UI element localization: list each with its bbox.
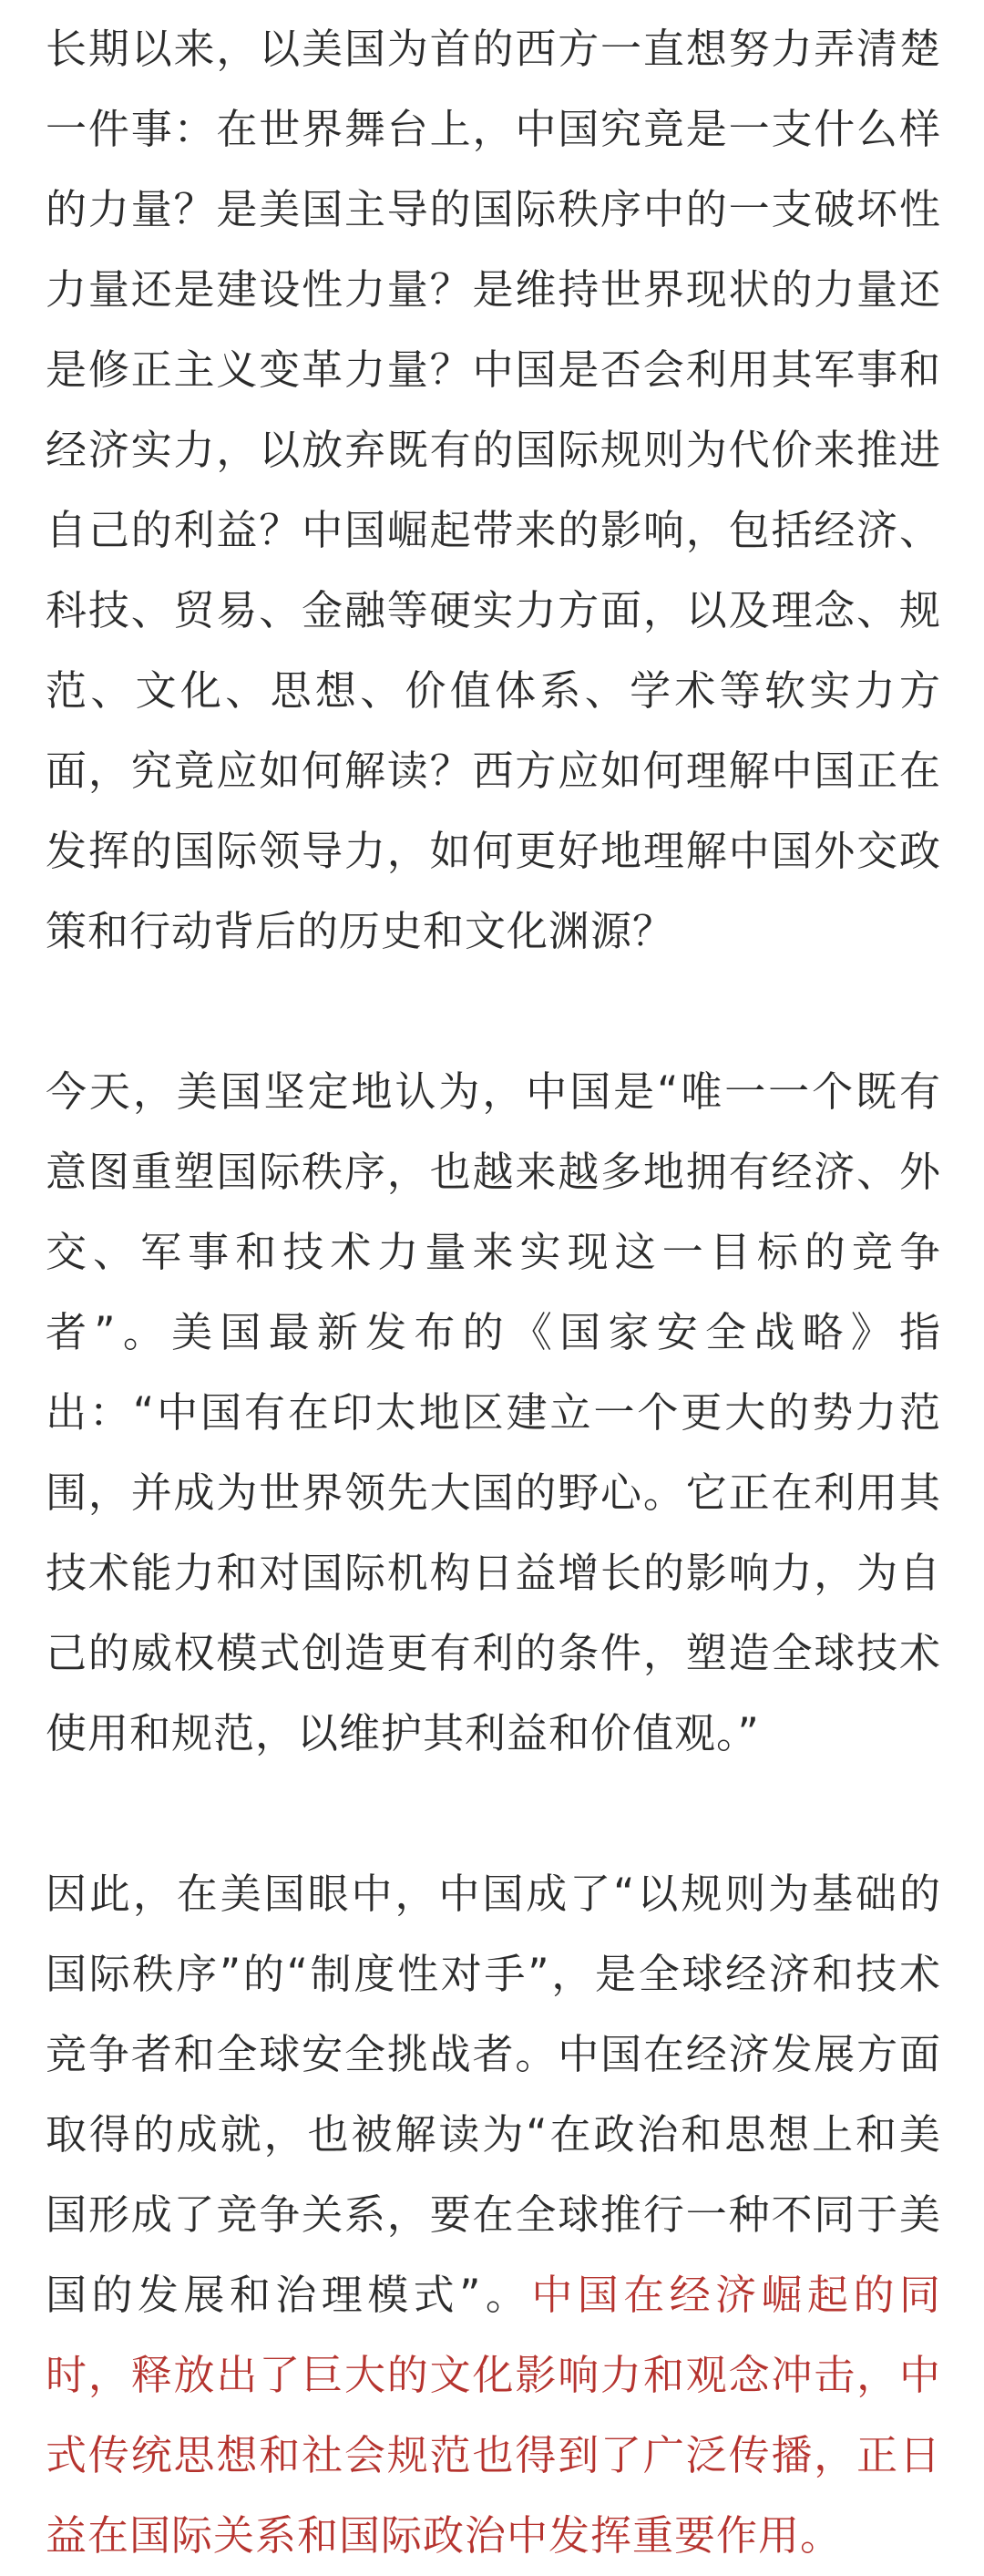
paragraph-2-text: 今天，美国坚定地认为，中国是“唯一一个既有意图重塑国际秩序，也越来越多地拥有经济、外交、军事和技术力量来实现这一目标的竞争者”。美国最新发布的《国家安全战略》指出：“中国有在印太地区建立一个更大的势力范围，并成为世界领先大国的野心。它正在利用其技术能力和对国际机构日益增长的影响力，为自己的威权模式创造更有利的条件，塑造全球技术使用和规范，以维护其利益和价值观。” bbox=[46, 1067, 941, 1757]
paragraph-1 bbox=[46, 9, 941, 972]
paragraph-3 bbox=[46, 1854, 941, 2576]
paragraph-3-text: 因此，在美国眼中，中国成了“以规则为基础的国际秩序”的“制度性对手”，是全球经济和技术竞争者和全球安全挑战者。中国在经济发展方面取得的成就，也被解读为“在政治和思想上和美国形成了竞争关系，要在全球推行一种不同于美国的发展和治理模式”。 bbox=[46, 1870, 941, 2319]
paragraph-3-highlighted-text: 中国在经济崛起的同时，释放出了巨大的文化影响力和观念冲击，中式传统思想和社会规范也得到了广泛传播，正日益在国际关系和国际政治中发挥重要作用。 bbox=[46, 2271, 941, 2560]
article-body bbox=[46, 9, 941, 2576]
paragraph-2 bbox=[46, 1052, 941, 1774]
paragraph-1-text: 长期以来，以美国为首的西方一直想努力弄清楚一件事：在世界舞台上，中国究竟是一支什么样的力量？是美国主导的国际秩序中的一支破坏性力量还是建设性力量？是维持世界现状的力量还是修正主义变革力量？中国是否会利用其军事和经济实力，以放弃既有的国际规则为代价来推进自己的利益？中国崛起带来的影响，包括经济、科技、贸易、金融等硬实力方面，以及理念、规范、文化、思想、价值体系、学术等软实力方面，究竟应如何解读？西方应如何理解中国正在发挥的国际领导力，如何更好地理解中国外交政策和行动背后的历史和文化渊源？ bbox=[46, 25, 941, 955]
